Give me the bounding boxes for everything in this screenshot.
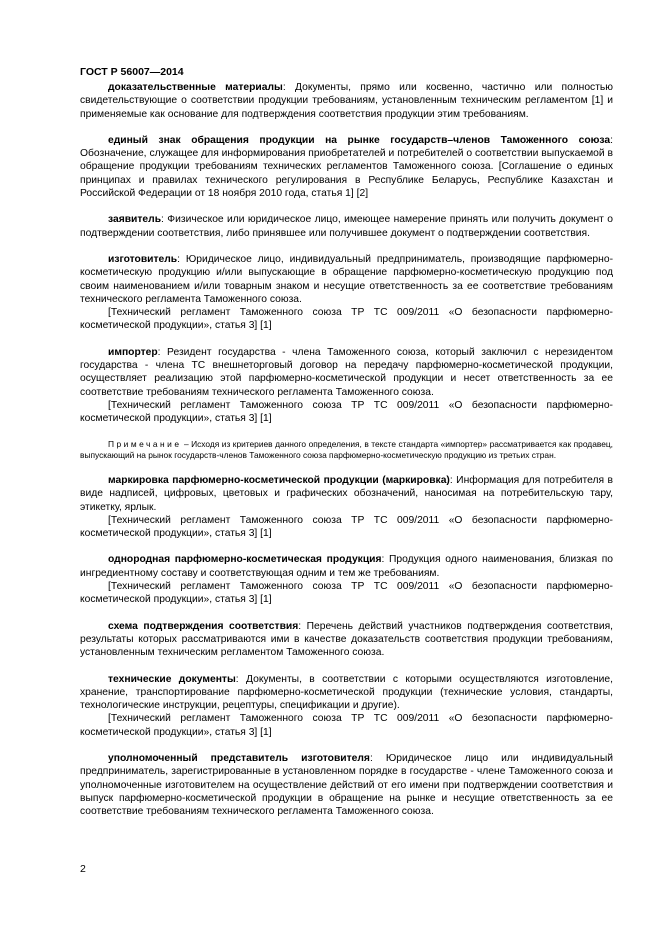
- definition-text: [80, 253, 613, 306]
- definition-term: схема подтверждения соответствия: [108, 620, 299, 632]
- definition-text: [80, 346, 613, 399]
- standard-header: ГОСТ Р 56007—2014: [80, 66, 184, 78]
- definition-body: : Обозначение, служащее для информирования приобретателей и потребителей о соответствии выпускаемой в обращение продукции требованиям технических регламентов Таможенного союза. [Соглашение о единых принципах и правилах технического регулирования в Республике Беларусь, Республике Казахстан и Российской Федерации от 18 ноября 2010 года, статья 1] [2]: [80, 134, 613, 200]
- definition-text: [80, 134, 613, 200]
- definition-reference: [Технический регламент Таможенного союза ТР ТС 009/2011 «О безопасности парфюмерно-косметической продукции», статья 3] [1]: [80, 713, 613, 738]
- definition-evidence-materials: [80, 81, 613, 121]
- definition-text: [80, 553, 613, 580]
- page-number: 2: [80, 863, 86, 875]
- definition-body: : Физическое или юридическое лицо, имеющее намерение принять или получить документ о подтверждении соответствия, либо принявшее или получившее документ о подтверждении соответствия.: [80, 214, 613, 239]
- definition-body: : Информация для потребителя в виде надписей, цифровых, цветовых и графических обозначений, наносимая на потребительскую тару, этикетку, ярлык.: [80, 474, 613, 513]
- definition-importer: [80, 346, 613, 426]
- definition-technical-documents: [80, 673, 613, 739]
- definition-term: единый знак обращения продукции на рынке государств–членов Таможенного союза: [108, 134, 611, 146]
- definition-body: : Перечень действий участников подтверждения соответствия, результаты которых рассматриваются ими в качестве доказательств соответствия продукции требованиям, установленным техническим регламентом Таможенного союза.: [80, 620, 614, 659]
- definition-term: изготовитель: [108, 253, 178, 265]
- definition-text: [80, 673, 613, 713]
- definition-term: уполномоченный представитель изготовителя: [108, 752, 370, 764]
- definition-term: заявитель: [108, 214, 162, 226]
- definition-body: : Юридическое лицо, индивидуальный предприниматель, производящие парфюмерно-косметическую продукцию и/или выпускающие в обращение парфюмерно-косметическую продукцию под своим наименованием и/или товарным знаком и несущие ответственность за ее соответствие требованиям технического регламента Таможенного союза.: [80, 253, 613, 305]
- definition-body: : Юридическое лицо или индивидуальный предприниматель, зарегистрированные в установленном порядке в государстве - члене Таможенного союза и уполномоченные изготовителем на осуществление действий от его имени при подтверждении соответствия и выпуск парфюмерно-косметической продукции в обращение на рынке и несущие ответственность за ее соответствие требованиям технического регламента Таможенного союза.: [80, 752, 613, 818]
- document-body: [80, 81, 613, 831]
- definition-authorized-representative: [80, 752, 613, 818]
- definition-body: : Продукция одного наименования, близкая по ингредиентному составу и соответствующая одним и тем же требованиям.: [80, 554, 613, 579]
- note-label: Примечание: [108, 438, 182, 449]
- definition-term: импортер: [108, 346, 158, 358]
- definition-term: однородная парфюмерно-косметическая продукция: [108, 554, 382, 566]
- definition-text: [80, 752, 613, 818]
- definition-reference: [Технический регламент Таможенного союза ТР ТС 009/2011 «О безопасности парфюмерно-косметической продукции», статья 3] [1]: [80, 581, 613, 606]
- definition-conformity-scheme: [80, 620, 613, 660]
- definition-labeling: [80, 474, 613, 540]
- definition-term: маркировка парфюмерно-косметической продукции (маркировка): [108, 474, 450, 486]
- definition-applicant: [80, 213, 613, 240]
- definition-text: [80, 81, 613, 121]
- definition-term: технические документы: [108, 673, 236, 685]
- definition-text: [80, 474, 613, 514]
- definition-text: [80, 620, 613, 660]
- definition-manufacturer: [80, 253, 613, 333]
- definition-body: : Резидент государства - члена Таможенного союза, который заключил с нерезидентом государства - члена ТС внешнеторговый договор на передачу парфюмерно-косметической продукции, осуществляет реализацию этой парфюмерно-косметической продукции и несет ответственность за ее соответствие требованиям технического регламента Таможенного союза.: [80, 346, 613, 398]
- definition-body: : Документы, в соответствии с которыми осуществляются изготовление, хранение, транспортирование парфюмерно-косметической продукции (технические условия, стандарты, технологические инструкции, рецептуры, спецификации и другие).: [80, 673, 614, 712]
- definition-homogeneous-products: [80, 553, 613, 606]
- definition-reference: [Технический регламент Таможенного союза ТР ТС 009/2011 «О безопасности парфюмерно-косметической продукции», статья 3] [1]: [80, 514, 613, 540]
- note-text: – Исходя из критериев данного определения, в тексте стандарта «импортер» рассматривается как продавец, выпускающий на рынок государств-членов Таможенного союза парфюмерно-косметическую продукцию из третьих стран.: [80, 438, 613, 460]
- definition-unified-mark: [80, 134, 613, 200]
- definition-body: : Документы, прямо или косвенно, частично или полностью свидетельствующие о соответствии продукции требованиям, установленным техническим регламентом [1] и применяемые как основание для подтверждения соответствия продукции этим требованиям.: [80, 82, 613, 120]
- definition-text: [80, 213, 613, 240]
- definition-term: доказательственные материалы: [108, 82, 283, 93]
- definition-reference: [Технический регламент Таможенного союза ТР ТС 009/2011 «О безопасности парфюмерно-косметической продукции», статья 3] [1]: [80, 307, 613, 332]
- definition-reference: [Технический регламент Таможенного союза ТР ТС 009/2011 «О безопасности парфюмерно-косметической продукции», статья 3] [1]: [80, 399, 613, 425]
- importer-note: [80, 439, 613, 461]
